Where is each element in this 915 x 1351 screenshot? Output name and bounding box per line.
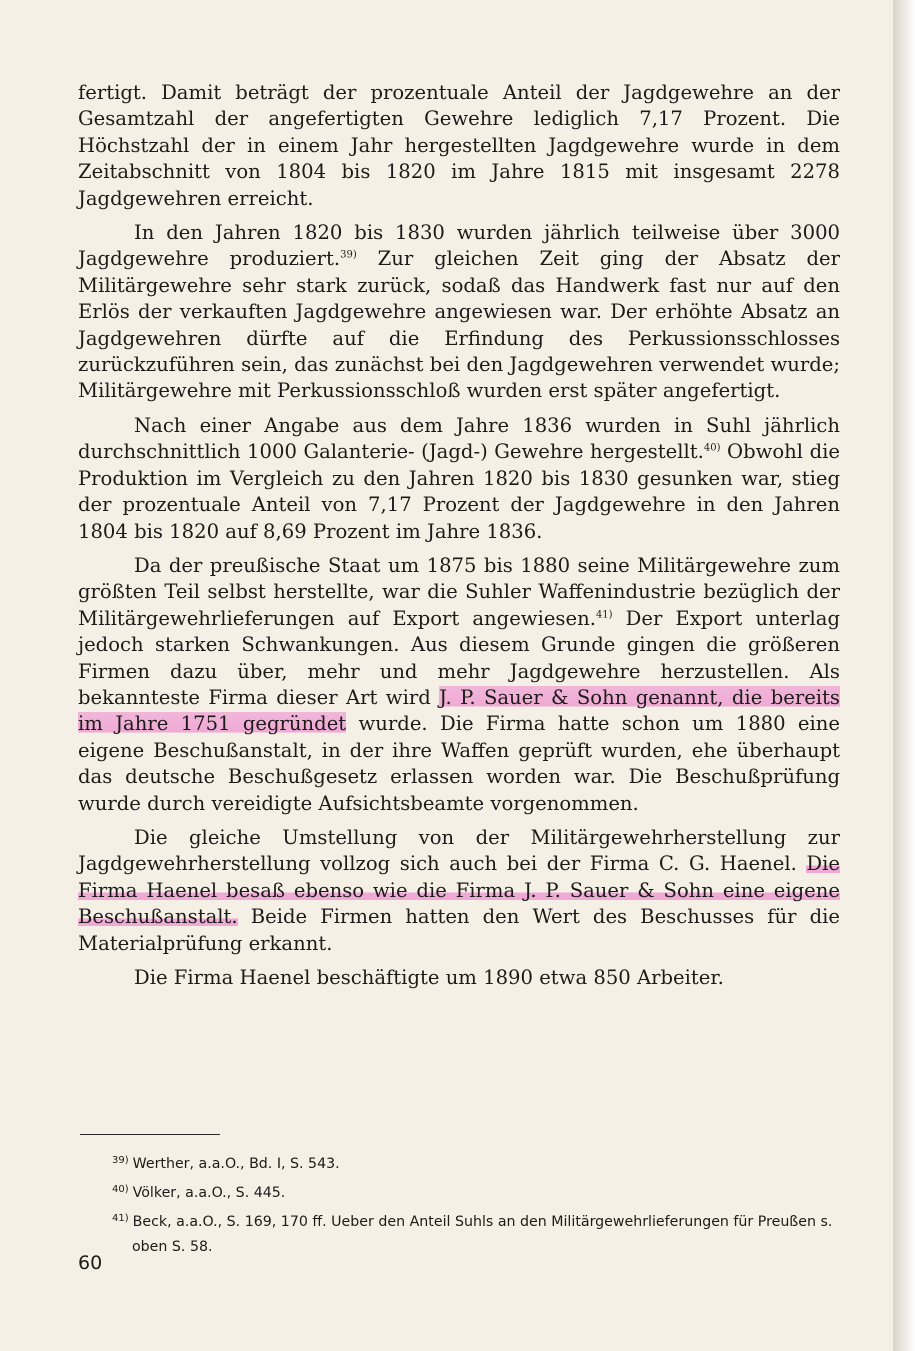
paragraph-4-text-mid: Der Export unterlag jedoch starken Schwankungen. Aus diesem Grunde gingen die größeren Firmen dazu über, mehr und mehr Jagdgewehre herzustellen. Als bekannteste Firma dieser Art wird <box>78 606 841 709</box>
footnote-separator <box>80 1134 220 1135</box>
highlighted-text-sauer: J. P. Sauer & Sohn genannt, die bereits im Jahre 1751 gegründet <box>78 685 840 736</box>
paragraph-4-text-start: Da der preußische Staat um 1875 bis 1880 seine Militärgewehre zum größten Teil selbst herstellte, war die Suhler Waffenindustrie bezüglich der Militärgewehrlieferungen auf Export angewiesen. <box>78 553 840 630</box>
body-text <box>78 80 840 999</box>
footnote-40 <box>84 1177 840 1206</box>
paragraph-5-text-end: Beide Firmen hatten den Wert des Beschusses für die Materialprüfung erkannt. <box>78 905 840 955</box>
footnote-text: Beck, a.a.O., S. 169, 170 ff. Ueber den Anteil Suhls an den Militärgewehrlieferungen für Preußen s. oben S. 58. <box>132 1214 833 1255</box>
paragraph-3-text-start: Nach einer Angabe aus dem Jahre 1836 wurden in Suhl jährlich durchschnittlich 1000 Galanterie- (Jagd-) Gewehre hergestellt. <box>78 413 840 464</box>
paragraph-5-text-start: Die gleiche Umstellung von der Militärgewehrherstellung zur Jagdgewehrherstellung vollzog sich auch bei der Firma C. G. Haenel. <box>78 825 840 876</box>
footnote-ref-39: 39) <box>340 249 357 261</box>
paragraph-1 <box>78 80 840 212</box>
footnote-number: 40) <box>112 1184 129 1195</box>
paragraph-4-text-end: wurde. Die Firma hatte schon um 1880 eine eigene Beschußanstalt, in der ihre Waffen geprüft wurden, ehe überhaupt das deutsche Beschußgesetz erlassen worden war. Die Beschußprüfung wurde durch vereidigte Aufsichtsbeamte vorgenommen. <box>78 712 841 815</box>
footnote-number: 41) <box>112 1213 129 1224</box>
footnote-text: Völker, a.a.O., S. 445. <box>132 1185 286 1201</box>
paragraph-3-text-end: Obwohl die Produktion im Vergleich zu den Jahren 1820 bis 1830 gesunken war, stieg der prozentuale Anteil von 7,17 Prozent der Jagdgewehre in den Jahren 1804 bis 1820 auf 8,69 Prozent im Jahre 1836. <box>78 440 840 543</box>
paragraph-4 <box>78 553 840 817</box>
paragraph-1-text: fertigt. Damit beträgt der prozentuale Anteil der Jagdgewehre an der Gesamtzahl der angefertigten Gewehre lediglich 7,17 Prozent. Die Höchstzahl der in einem Jahr hergestellten Jagdgewehre wurde in dem Zeitabschnitt von 1804 bis 1820 im Jahre 1815 mit insgesamt 2278 Jagdgewehren erreicht. <box>78 81 840 210</box>
paragraph-5 <box>78 825 840 957</box>
paragraph-3 <box>78 413 840 545</box>
paragraph-6 <box>78 965 840 991</box>
footnote-41 <box>84 1206 840 1260</box>
footnotes <box>84 1148 840 1260</box>
paragraph-2-text-start: In den Jahren 1820 bis 1830 wurden jährlich teilweise über 3000 Jagdgewehre produziert. <box>78 221 840 271</box>
page-edge <box>893 0 915 1351</box>
highlighted-text-haenel: Die Firma Haenel besaß ebenso wie die Firma J. P. Sauer & Sohn eine eigene Beschußanstalt. <box>78 852 840 929</box>
paragraph-2 <box>78 220 840 405</box>
page-number: 60 <box>78 1252 103 1274</box>
paragraph-2-text-end: Zur gleichen Zeit ging der Absatz der Militärgewehre sehr stark zurück, sodaß das Handwerk fast nur auf den Erlös der verkauften Jagdgewehre angewiesen war. Der erhöhte Absatz an Jagdgewehren dürfte auf die Erfindung des Perkussionsschlosses zurückzuführen sein, das zunächst bei den Jagdgewehren verwendet wurde; Militärgewehre mit Perkussionsschloß wurden erst später angefertigt. <box>78 247 840 403</box>
footnote-39 <box>84 1148 840 1177</box>
footnote-number: 39) <box>112 1155 129 1166</box>
footnote-ref-40: 40) <box>703 442 721 454</box>
footnote-ref-41: 41) <box>595 609 613 621</box>
paragraph-6-text: Die Firma Haenel beschäftigte um 1890 etwa 850 Arbeiter. <box>134 966 724 989</box>
footnote-text: Werther, a.a.O., Bd. I, S. 543. <box>132 1156 340 1172</box>
